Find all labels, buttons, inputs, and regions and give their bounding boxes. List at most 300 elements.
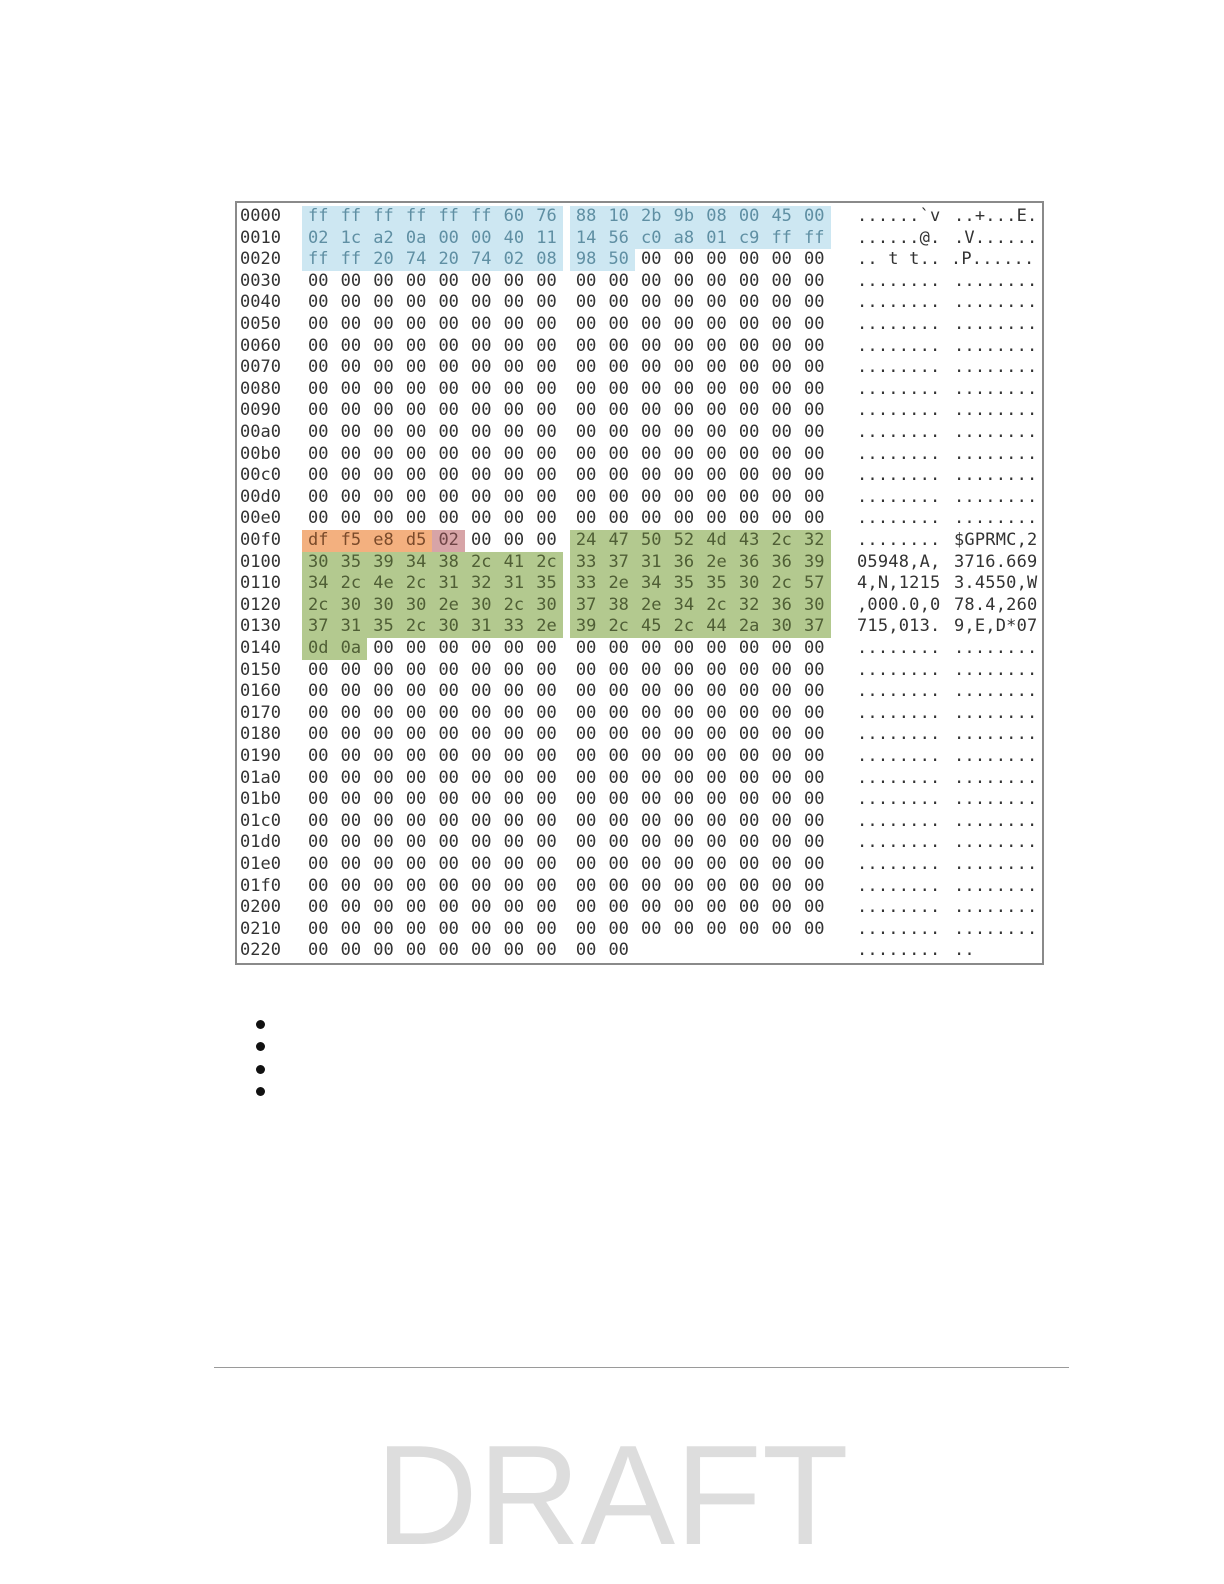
hex-row — [237, 573, 1042, 595]
hex-byte: 00 — [308, 681, 329, 702]
hex-byte: 00 — [438, 767, 459, 788]
hex-byte: 00 — [471, 875, 492, 896]
hex-byte: 4d — [700, 530, 733, 552]
hex-row — [237, 876, 1042, 898]
hex-byte: 00 — [471, 443, 492, 464]
hex-byte: 00 — [308, 486, 329, 507]
hex-byte: 00 — [308, 702, 329, 723]
hex-byte: 00 — [771, 897, 792, 918]
hex-byte: 38 — [602, 595, 635, 617]
hex-byte: 00 — [373, 702, 394, 723]
hex-byte: 00 — [738, 638, 760, 658]
hex-byte: 00 — [575, 746, 597, 766]
hex-byte: 00 — [641, 422, 662, 442]
hex-row — [237, 314, 1042, 336]
hex-byte: 00 — [308, 443, 329, 464]
ascii-column: ........ — [857, 335, 941, 356]
hex-byte: 50 — [635, 530, 668, 552]
hex-byte: 00 — [405, 443, 427, 464]
hex-byte: 00 — [771, 443, 792, 464]
hex-byte: 00 — [503, 422, 525, 442]
hex-byte: 00 — [405, 724, 427, 745]
hex-byte: 00 — [608, 400, 629, 421]
hex-byte: 00 — [340, 422, 362, 442]
hex-byte: 00 — [373, 789, 394, 810]
hex-byte: 00 — [706, 810, 727, 831]
hex-byte: 30 — [530, 595, 563, 617]
hex-byte: 00 — [771, 789, 792, 810]
ascii-column: ........ — [857, 422, 941, 442]
hex-byte: 30 — [367, 595, 400, 617]
hex-byte: 00 — [503, 314, 525, 334]
bullet-dot-icon — [256, 1020, 265, 1029]
hex-byte: 34 — [302, 573, 335, 595]
hex-byte: 00 — [706, 681, 727, 702]
hex-byte: ff — [400, 206, 433, 228]
ascii-column: ........ — [857, 702, 941, 723]
draft-watermark: DRAFT — [375, 1416, 849, 1575]
hex-byte: 00 — [503, 832, 525, 853]
hex-byte: 00 — [641, 400, 662, 421]
hex-byte: 00 — [471, 659, 492, 680]
ascii-column: .. — [954, 940, 975, 961]
hex-byte: 00 — [608, 357, 629, 378]
hex-byte: 00 — [438, 702, 459, 723]
hex-byte: f5 — [335, 530, 368, 552]
hex-byte: 00 — [536, 918, 557, 939]
hex-byte: 00 — [673, 810, 695, 831]
hex-byte: 00 — [373, 465, 394, 486]
hex-byte: 00 — [673, 746, 695, 766]
hex-byte: 00 — [738, 357, 760, 378]
hex-byte: 00 — [405, 854, 427, 874]
hex-byte: 00 — [575, 724, 597, 745]
hex-offset: 0140 — [240, 638, 281, 658]
hex-offset: 0100 — [240, 551, 281, 572]
hex-byte: a8 — [668, 228, 701, 250]
hex-byte: 00 — [804, 702, 825, 723]
hex-row — [237, 703, 1042, 725]
hex-byte: 00 — [405, 508, 427, 529]
ascii-column: ..+...E. — [954, 206, 1038, 226]
hex-offset: 01d0 — [240, 832, 281, 853]
hex-offset: 0070 — [240, 357, 281, 378]
hex-byte: 00 — [706, 854, 727, 874]
hex-byte: 00 — [804, 767, 825, 788]
hex-byte: 39 — [367, 552, 400, 574]
hex-byte: 00 — [673, 357, 695, 378]
hex-byte: 2c — [465, 552, 498, 574]
hex-byte: 00 — [673, 875, 695, 896]
hex-byte: 00 — [641, 314, 662, 334]
hex-byte: 00 — [804, 897, 825, 918]
hex-byte: 44 — [700, 616, 733, 638]
hex-offset: 0030 — [240, 270, 281, 291]
ascii-column: 3716.669 — [954, 551, 1038, 572]
hex-byte: 00 — [575, 918, 597, 939]
hex-byte: 00 — [804, 422, 825, 442]
hex-byte: 00 — [771, 638, 792, 658]
hex-byte: 43 — [733, 530, 766, 552]
hex-byte: 30 — [465, 595, 498, 617]
hex-byte: 00 — [771, 422, 792, 442]
hex-byte: 00 — [471, 314, 492, 334]
hex-byte: 00 — [471, 897, 492, 918]
hex-byte: 00 — [308, 875, 329, 896]
hex-byte: 00 — [641, 746, 662, 766]
hex-byte: 00 — [771, 465, 792, 486]
hex-byte: 00 — [608, 789, 629, 810]
hex-byte: 00 — [804, 659, 825, 680]
ascii-column: ........ — [857, 400, 941, 421]
hex-byte: 00 — [373, 422, 394, 442]
hex-byte: 00 — [536, 810, 557, 831]
hex-byte: 00 — [575, 789, 597, 810]
hex-byte: 00 — [804, 270, 825, 291]
hex-byte: 00 — [706, 465, 727, 486]
hex-byte: d5 — [400, 530, 433, 552]
hex-row — [237, 249, 1042, 271]
ascii-column: ........ — [857, 724, 941, 745]
hex-byte: 00 — [503, 789, 525, 810]
hex-byte: 00 — [438, 465, 459, 486]
hex-byte: 40 — [498, 228, 531, 250]
hex-byte: 00 — [738, 659, 760, 680]
ascii-column: ........ — [857, 940, 941, 961]
ascii-column: ........ — [857, 875, 941, 896]
hex-byte: 00 — [373, 486, 394, 507]
hex-byte: 00 — [738, 292, 760, 313]
hex-byte: 00 — [405, 767, 427, 788]
hex-byte: 00 — [438, 443, 459, 464]
hex-byte: 00 — [804, 810, 825, 831]
hex-byte: 00 — [706, 335, 727, 356]
hex-byte: 00 — [471, 357, 492, 378]
hex-byte: 00 — [706, 832, 727, 853]
ascii-column: ........ — [954, 746, 1038, 766]
hex-byte: 00 — [438, 400, 459, 421]
bullet-dot-icon — [256, 1065, 265, 1074]
hex-offset: 0090 — [240, 400, 281, 421]
hex-byte: 00 — [340, 940, 362, 961]
hex-byte: 00 — [608, 638, 629, 658]
hex-byte: 00 — [641, 854, 662, 874]
hex-byte: 00 — [641, 681, 662, 702]
hex-byte: 20 — [432, 249, 465, 271]
hex-byte: 00 — [471, 918, 492, 939]
hex-offset: 01b0 — [240, 789, 281, 810]
hex-byte: 00 — [641, 897, 662, 918]
hex-byte: 00 — [308, 918, 329, 939]
ascii-column: ........ — [857, 357, 941, 378]
hex-byte: 00 — [575, 378, 597, 399]
hex-byte: 00 — [673, 681, 695, 702]
hex-byte: 00 — [503, 400, 525, 421]
hex-byte: 00 — [438, 357, 459, 378]
hex-offset: 00e0 — [240, 508, 281, 529]
hex-byte: 00 — [804, 443, 825, 464]
hex-byte: 02 — [432, 530, 465, 552]
ascii-column: ........ — [857, 638, 941, 658]
hex-byte: 00 — [706, 638, 727, 658]
hex-byte: 31 — [432, 573, 465, 595]
hex-byte: 00 — [340, 854, 362, 874]
hex-byte: 00 — [503, 335, 525, 356]
ascii-column: ........ — [954, 789, 1038, 810]
hex-byte: 00 — [738, 443, 760, 464]
hex-byte: 00 — [438, 378, 459, 399]
hex-byte: 0a — [335, 638, 368, 660]
hex-byte: 00 — [471, 465, 492, 486]
hex-byte: 00 — [608, 292, 629, 313]
hex-byte: 00 — [308, 357, 329, 378]
hex-byte: 00 — [503, 897, 525, 918]
hex-byte: 00 — [575, 400, 597, 421]
hex-byte: 00 — [405, 314, 427, 334]
hex-byte: 00 — [733, 206, 766, 228]
hex-row — [237, 357, 1042, 379]
ascii-column: 78.4,260 — [954, 594, 1038, 615]
hex-row — [237, 530, 1042, 552]
hex-byte: 00 — [738, 767, 760, 788]
hex-byte: 2c — [498, 595, 531, 617]
hex-byte: 00 — [405, 918, 427, 939]
hex-offset: 00a0 — [240, 422, 281, 442]
hex-byte: 00 — [503, 918, 525, 939]
hex-byte: 00 — [471, 486, 492, 507]
hex-byte: 00 — [340, 443, 362, 464]
hex-byte: 00 — [373, 638, 394, 658]
hex-byte: df — [302, 530, 335, 552]
hex-byte: ff — [335, 249, 368, 271]
hex-byte: 00 — [503, 702, 525, 723]
hex-byte: 00 — [641, 724, 662, 745]
hex-byte: 00 — [536, 292, 557, 313]
hex-byte: 45 — [765, 206, 798, 228]
hex-byte: ff — [367, 206, 400, 228]
hex-byte: 00 — [536, 335, 557, 356]
hex-byte: 00 — [738, 400, 760, 421]
hex-byte: 00 — [438, 335, 459, 356]
hex-row — [237, 681, 1042, 703]
hex-byte: 2e — [432, 595, 465, 617]
hex-byte: 00 — [804, 335, 825, 356]
hex-byte: 00 — [405, 789, 427, 810]
hex-byte: 4e — [367, 573, 400, 595]
hex-byte: 00 — [536, 724, 557, 745]
hex-byte: 00 — [771, 357, 792, 378]
hex-byte: 2e — [530, 616, 563, 638]
hex-byte: 00 — [738, 249, 760, 270]
hex-byte: 00 — [536, 854, 557, 874]
hex-byte: 00 — [405, 746, 427, 766]
hex-byte: 00 — [608, 854, 629, 874]
hex-offset: 0210 — [240, 918, 281, 939]
hex-byte: 00 — [738, 270, 760, 291]
hex-byte: 00 — [308, 854, 329, 874]
hex-byte: 00 — [673, 378, 695, 399]
ascii-column: ........ — [857, 292, 941, 313]
hex-byte: 00 — [608, 746, 629, 766]
hex-byte: 00 — [438, 789, 459, 810]
hex-byte: 00 — [503, 270, 525, 291]
hex-byte: 00 — [641, 659, 662, 680]
hex-byte: 00 — [673, 659, 695, 680]
hex-byte: 00 — [575, 292, 597, 313]
hex-byte: 00 — [438, 508, 459, 529]
hex-byte: 32 — [733, 595, 766, 617]
hex-byte: 00 — [536, 465, 557, 486]
hex-byte: 00 — [340, 508, 362, 529]
hex-byte: 00 — [438, 659, 459, 680]
hex-offset: 00b0 — [240, 443, 281, 464]
ascii-column: ........ — [954, 465, 1038, 486]
ascii-column: ........ — [857, 918, 941, 939]
hex-byte: 00 — [771, 767, 792, 788]
hex-byte: 00 — [673, 486, 695, 507]
hex-byte: 00 — [503, 443, 525, 464]
hex-byte: 00 — [405, 638, 427, 658]
hex-row — [237, 919, 1042, 941]
hex-byte: 00 — [706, 292, 727, 313]
hex-byte: 00 — [471, 400, 492, 421]
hex-byte: 00 — [471, 638, 492, 658]
hex-byte: 35 — [530, 573, 563, 595]
ascii-column: ........ — [954, 810, 1038, 831]
hex-byte: 00 — [641, 443, 662, 464]
hex-byte: 00 — [738, 810, 760, 831]
hex-byte: 34 — [668, 595, 701, 617]
hex-byte: 00 — [738, 486, 760, 507]
hex-byte: 00 — [673, 292, 695, 313]
hex-byte: 00 — [641, 832, 662, 853]
hex-byte: 00 — [373, 724, 394, 745]
hex-offset: 0040 — [240, 292, 281, 313]
hex-byte: 00 — [673, 724, 695, 745]
ascii-column: ........ — [954, 314, 1038, 334]
ascii-column: ........ — [954, 832, 1038, 853]
hex-byte: 00 — [432, 228, 465, 250]
hex-row — [237, 206, 1042, 228]
hex-byte: 00 — [738, 335, 760, 356]
hex-byte: 31 — [335, 616, 368, 638]
hex-byte: 00 — [340, 832, 362, 853]
hex-byte: 00 — [608, 875, 629, 896]
hex-byte: 37 — [602, 552, 635, 574]
hex-byte: 00 — [405, 702, 427, 723]
hex-byte: 00 — [308, 508, 329, 529]
hex-byte: 00 — [641, 270, 662, 291]
hex-byte: 00 — [536, 897, 557, 918]
hex-byte: 00 — [804, 400, 825, 421]
hex-row — [237, 508, 1042, 530]
hex-byte: 00 — [471, 724, 492, 745]
hex-byte: 00 — [641, 638, 662, 658]
hex-byte: 00 — [804, 875, 825, 896]
hex-byte: ff — [335, 206, 368, 228]
hex-byte: 00 — [575, 897, 597, 918]
hex-byte: 00 — [641, 357, 662, 378]
hex-byte: 00 — [673, 249, 695, 270]
hex-byte: 00 — [536, 746, 557, 766]
hex-byte: 00 — [503, 940, 525, 961]
ascii-column: 4,N,1215 — [857, 573, 941, 594]
hex-byte: 00 — [536, 638, 557, 658]
hex-byte: 00 — [340, 746, 362, 766]
hex-byte: 00 — [405, 400, 427, 421]
hex-byte: 00 — [738, 465, 760, 486]
hex-byte: 00 — [608, 918, 629, 939]
hex-byte: 00 — [706, 746, 727, 766]
hex-byte: ff — [302, 249, 335, 271]
hex-offset: 01e0 — [240, 854, 281, 874]
hex-byte: 00 — [373, 400, 394, 421]
hex-byte: 00 — [503, 357, 525, 378]
hex-byte: 00 — [373, 508, 394, 529]
hex-byte: 00 — [771, 746, 792, 766]
hex-byte: 00 — [340, 897, 362, 918]
hex-byte: 39 — [798, 552, 831, 574]
hex-byte: 32 — [465, 573, 498, 595]
ascii-column: 3.4550,W — [954, 573, 1038, 594]
hex-row — [237, 422, 1042, 444]
hex-byte: 00 — [706, 443, 727, 464]
hex-byte: 00 — [673, 465, 695, 486]
hex-byte: 00 — [471, 292, 492, 313]
hex-byte: 00 — [575, 832, 597, 853]
hex-byte: 2c — [765, 530, 798, 552]
hex-byte: 00 — [608, 314, 629, 334]
ascii-column: 9,E,D*07 — [954, 616, 1038, 637]
hex-byte: 00 — [706, 357, 727, 378]
hex-offset: 0010 — [240, 227, 281, 248]
hex-byte: 00 — [771, 314, 792, 334]
hex-byte: 00 — [673, 400, 695, 421]
hex-byte: 00 — [536, 357, 557, 378]
hex-byte: 00 — [405, 659, 427, 680]
hex-row — [237, 811, 1042, 833]
hex-dump-panel — [235, 201, 1044, 965]
hex-byte: 76 — [530, 206, 563, 228]
hex-byte: 00 — [771, 832, 792, 853]
hex-byte: 00 — [471, 530, 492, 550]
hex-byte: 00 — [308, 832, 329, 853]
hex-byte: 00 — [438, 832, 459, 853]
hex-byte: 00 — [308, 746, 329, 766]
ascii-column: ........ — [954, 875, 1038, 896]
hex-row — [237, 228, 1042, 250]
hex-offset: 0160 — [240, 681, 281, 702]
ascii-column: ........ — [954, 659, 1038, 680]
ascii-column: ........ — [857, 314, 941, 334]
hex-byte: 88 — [570, 206, 603, 228]
hex-row — [237, 487, 1042, 509]
hex-byte: 00 — [641, 875, 662, 896]
hex-byte: 31 — [465, 616, 498, 638]
hex-byte: 00 — [471, 854, 492, 874]
hex-byte: 00 — [771, 292, 792, 313]
hex-byte: 00 — [438, 918, 459, 939]
hex-byte: 00 — [575, 335, 597, 356]
ascii-column: 715,013. — [857, 616, 941, 637]
hex-offset: 01a0 — [240, 767, 281, 788]
hex-row — [237, 789, 1042, 811]
hex-byte: 00 — [308, 659, 329, 680]
hex-byte: 00 — [373, 270, 394, 291]
hex-byte: 00 — [471, 681, 492, 702]
ascii-column: ........ — [954, 918, 1038, 939]
hex-byte: 57 — [798, 573, 831, 595]
